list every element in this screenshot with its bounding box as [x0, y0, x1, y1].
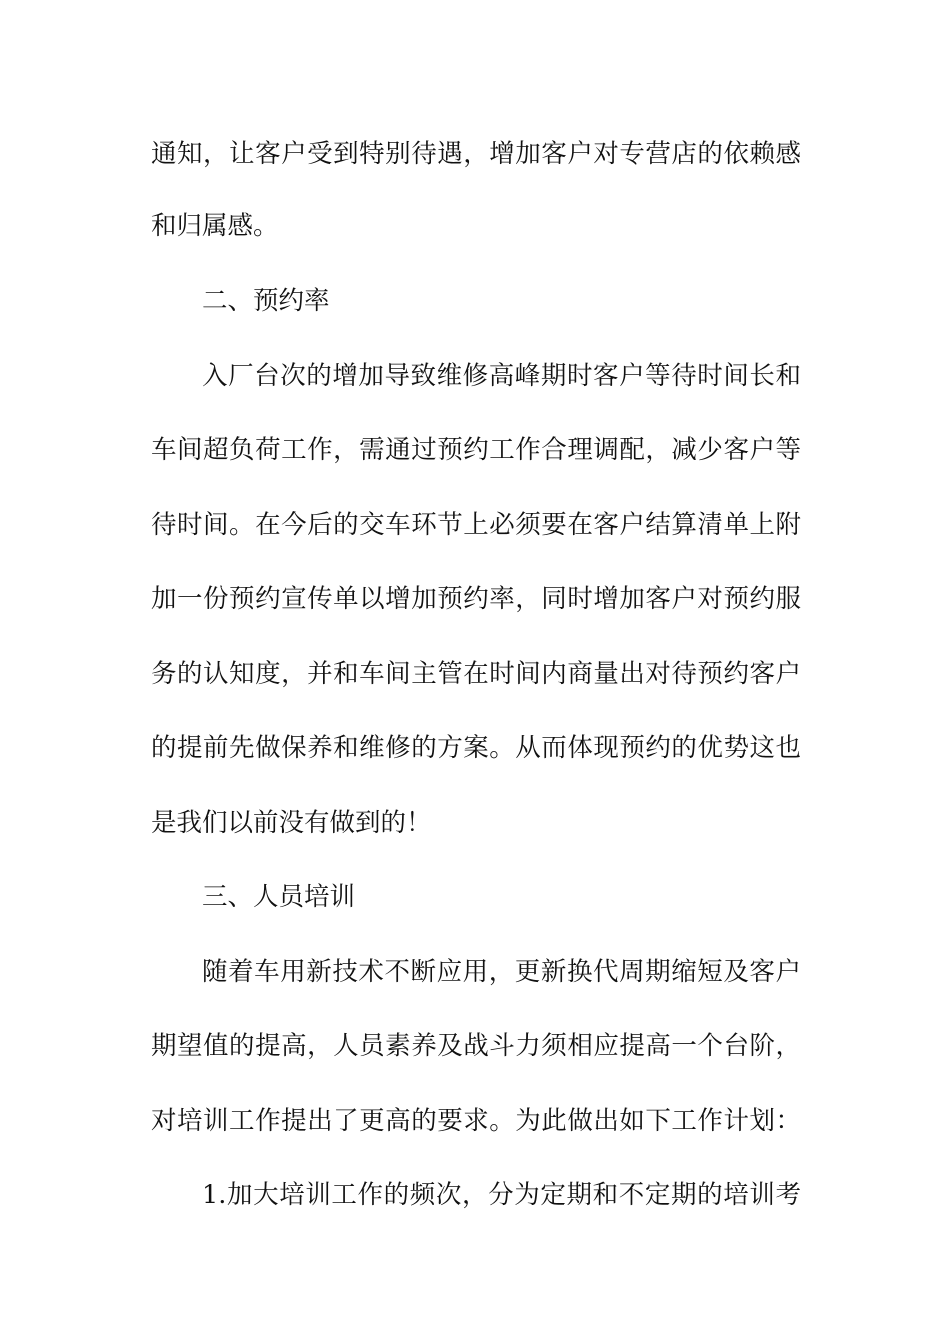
paragraph-line: 入厂台次的增加导致维修高峰期时客户等待时间长和	[202, 361, 801, 391]
paragraph-line: 待时间。在今后的交车环节上必须要在客户结算清单上附	[151, 510, 801, 540]
section-heading: 三、人员培训	[202, 882, 356, 912]
paragraph-line: 车间超负荷工作，需通过预约工作合理调配，减少客户等	[151, 435, 801, 465]
paragraph-line: 通知，让客户受到特别待遇，增加客户对专营店的依赖感	[151, 139, 801, 169]
list-item-line: 1.加大培训工作的频次，分为定期和不定期的培训考	[202, 1180, 801, 1210]
section-heading: 二、预约率	[202, 286, 330, 316]
paragraph-line: 和归属感。	[151, 211, 279, 241]
paragraph-line: 的提前先做保养和维修的方案。从而体现预约的优势这也	[151, 733, 801, 763]
paragraph-line: 随着车用新技术不断应用，更新换代周期缩短及客户	[202, 957, 801, 987]
paragraph-line: 对培训工作提出了更高的要求。为此做出如下工作计划：	[151, 1106, 801, 1136]
paragraph-line: 期望值的提高，人员素养及战斗力须相应提高一个台阶，	[151, 1031, 801, 1061]
paragraph-line: 是我们以前没有做到的！	[151, 808, 432, 838]
paragraph-line: 加一份预约宣传单以增加预约率，同时增加客户对预约服	[151, 584, 801, 614]
paragraph-line: 务的认知度，并和车间主管在时间内商量出对待预约客户	[151, 659, 801, 689]
